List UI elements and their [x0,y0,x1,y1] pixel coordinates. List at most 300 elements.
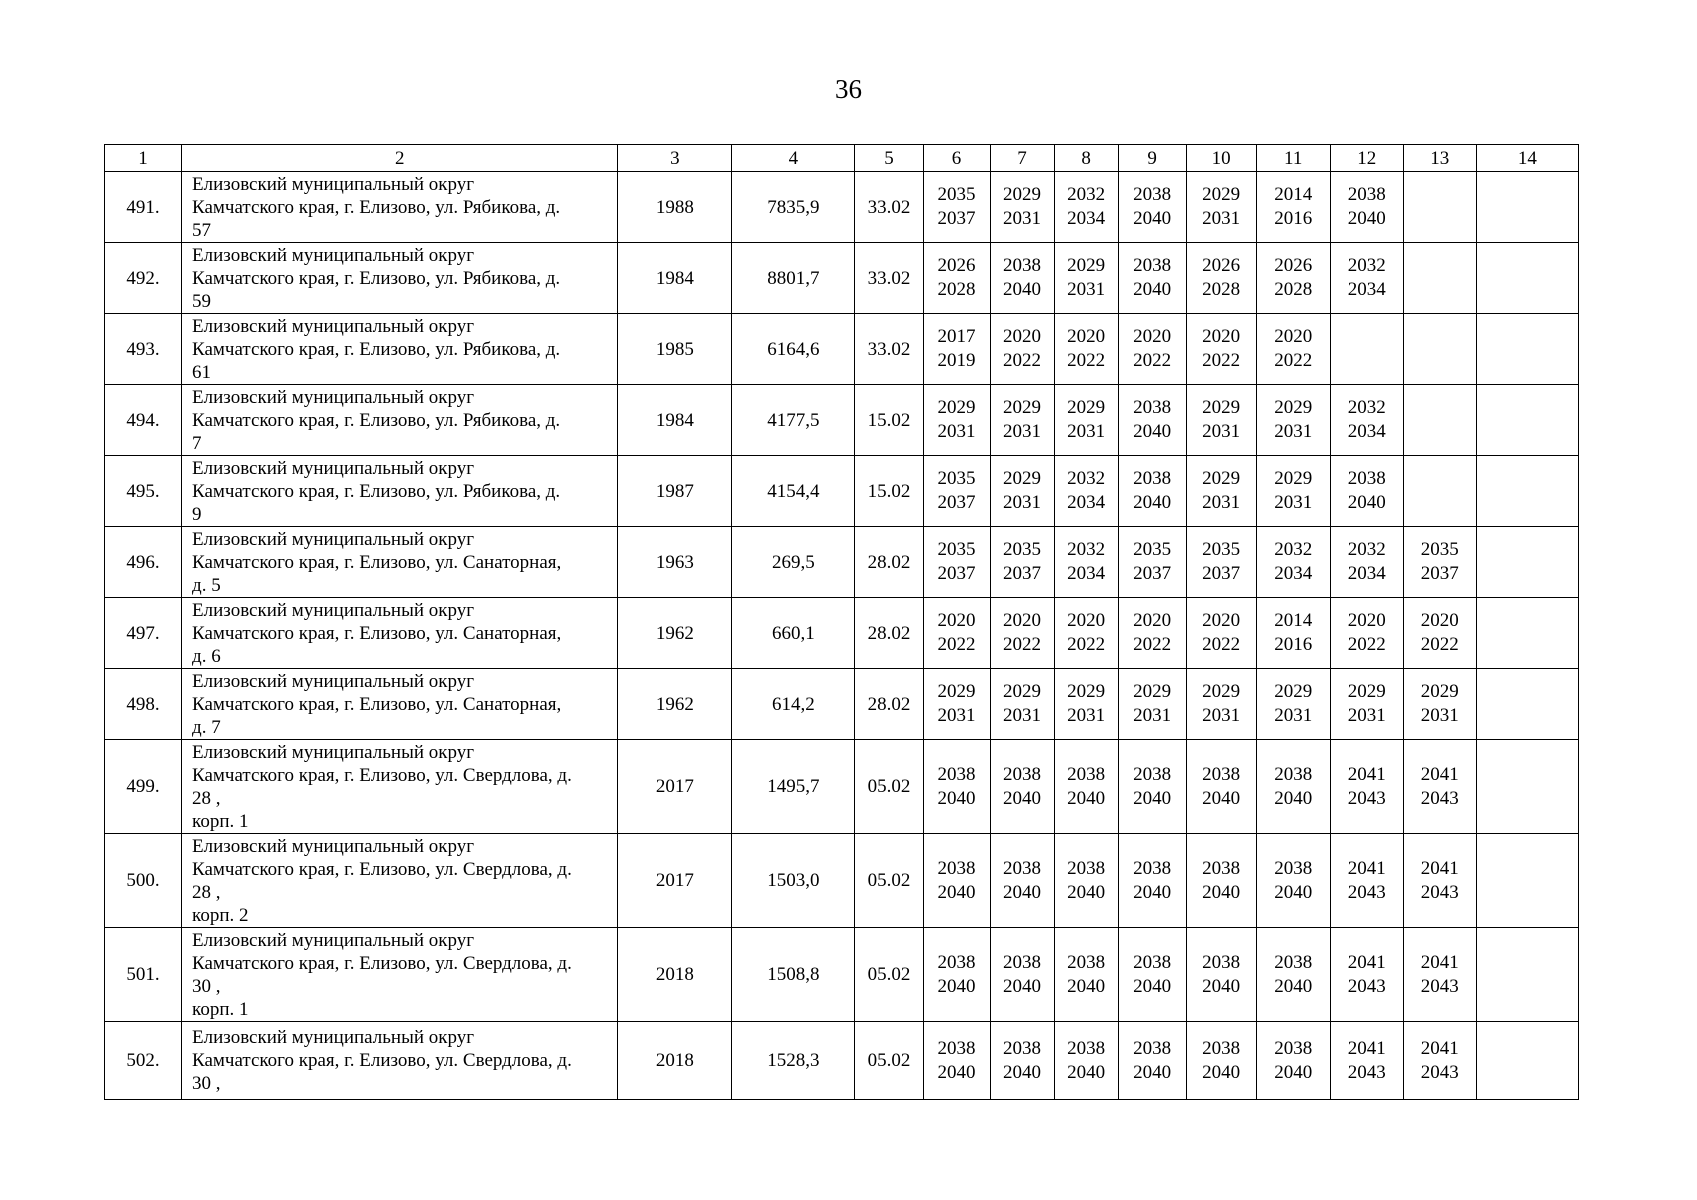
period-end: 2022 [1202,634,1241,655]
area-cell: 6164,6 [732,314,855,385]
area-cell: 660,1 [732,598,855,669]
address-line: Елизовский муниципальный округ [192,741,475,763]
period-cell [1330,834,1403,928]
period-end: 2040 [1133,279,1172,300]
period-end: 2034 [1347,279,1386,300]
period-end: 2040 [937,1061,976,1083]
period-cell [1054,1022,1118,1100]
period-start: 2035 [1003,539,1042,560]
period-cell [1330,385,1403,456]
period-end: 2031 [937,705,976,726]
row-number-cell: 494. [105,385,182,456]
table-row [105,598,1579,669]
period-cell [1330,314,1403,385]
period-start: 2029 [1202,681,1241,702]
period-end: 2040 [1202,787,1241,809]
period-start: 2020 [1274,326,1313,347]
period-start: 2038 [1003,255,1042,276]
period-cell [1403,314,1476,385]
period-end: 2040 [937,787,976,809]
period-cell [1403,834,1476,928]
period-cell [1118,1022,1186,1100]
period-start: 2029 [937,397,976,418]
year-cell: 2018 [618,928,732,1022]
period-start: 2038 [1067,951,1106,973]
period-start: 2038 [1067,763,1106,785]
period-end: 2031 [1003,421,1042,442]
period-cell [990,834,1054,928]
period-cell [1256,740,1330,834]
period-start: 2029 [1202,468,1241,489]
address-line: 30 , [192,975,221,997]
period-end: 2037 [1202,563,1241,584]
address-line: Камчатского края, г. Елизово, ул. Рябикова, д. [192,196,561,218]
period-end: 2037 [1420,563,1459,584]
period-cell [1118,669,1186,740]
area-cell: 1503,0 [732,834,855,928]
period-end: 2028 [1274,279,1313,300]
period-cell [1186,456,1256,527]
address-line: Камчатского края, г. Елизово, ул. Санаторная, [192,693,562,715]
code-cell: 28.02 [855,598,923,669]
period-cell [990,598,1054,669]
address-line: Камчатского края, г. Елизово, ул. Свердлова, д. [192,1050,572,1071]
period-cell [1118,172,1186,243]
period-start: 2038 [1274,951,1313,973]
address-line: д. 5 [192,574,221,596]
period-cell [1186,598,1256,669]
table-row [105,928,1579,1022]
period-cell [1054,527,1118,598]
period-cell [923,527,990,598]
table-row [105,172,1579,243]
period-end: 2043 [1420,975,1459,997]
address-line: корп. 1 [192,810,249,832]
period-end: 2022 [937,634,976,655]
period-cell [1118,385,1186,456]
year-cell: 1985 [618,314,732,385]
area-cell: 4177,5 [732,385,855,456]
period-cell [1403,740,1476,834]
period-cell [1118,928,1186,1022]
column-header: 3 [618,145,732,172]
period-cell [1118,314,1186,385]
period-end: 2031 [1202,705,1241,726]
period-start: 2029 [1202,184,1241,205]
period-cell [923,740,990,834]
period-cell [923,669,990,740]
period-end: 2040 [937,881,976,903]
row-number-cell: 498. [105,669,182,740]
period-start: 2038 [1067,1037,1106,1059]
table-row [105,527,1579,598]
address-line: Камчатского края, г. Елизово, ул. Свердлова, д. [192,952,572,974]
period-end: 2040 [1133,787,1172,809]
address-line: Камчатского края, г. Елизово, ул. Рябикова, д. [192,338,561,360]
period-end: 2040 [1274,881,1313,903]
period-cell [1256,456,1330,527]
period-end: 2031 [1202,208,1241,229]
address-cell [182,928,618,1022]
period-start: 2032 [1347,397,1386,418]
table-row [105,314,1579,385]
period-cell [1330,740,1403,834]
period-end: 2031 [1067,421,1106,442]
period-cell [1054,314,1118,385]
period-cell [1186,314,1256,385]
period-end: 2022 [1067,350,1106,371]
code-cell: 05.02 [855,740,923,834]
period-end: 2040 [1202,975,1241,997]
period-start: 2029 [1067,397,1106,418]
period-start: 2035 [1202,539,1241,560]
period-end: 2037 [1133,563,1172,584]
period-start: 2038 [1003,951,1042,973]
period-end: 2022 [1274,350,1313,371]
column-header: 6 [923,145,990,172]
period-start: 2020 [1202,610,1241,631]
period-end: 2043 [1347,975,1386,997]
period-cell [1330,928,1403,1022]
period-start: 2032 [1274,539,1313,560]
period-cell [1186,172,1256,243]
row-number-cell: 499. [105,740,182,834]
address-cell [182,385,618,456]
period-start: 2029 [1420,681,1459,702]
period-cell [1054,385,1118,456]
period-cell [990,527,1054,598]
code-cell: 15.02 [855,385,923,456]
period-start: 2038 [1003,1037,1042,1059]
address-line: Елизовский муниципальный округ [192,835,475,857]
period-start: 2020 [1003,326,1042,347]
column-header: 10 [1186,145,1256,172]
code-cell: 33.02 [855,172,923,243]
address-line: Елизовский муниципальный округ [192,173,475,195]
period-start: 2038 [1003,857,1042,879]
period-start: 2029 [1003,397,1042,418]
table-row [105,385,1579,456]
address-line: 9 [192,503,202,525]
period-end: 2040 [1133,881,1172,903]
period-end: 2031 [1003,492,1042,513]
period-start: 2026 [1274,255,1313,276]
period-end: 2037 [937,563,976,584]
address-cell [182,456,618,527]
period-start: 2029 [1067,255,1106,276]
period-end: 2040 [1003,787,1042,809]
period-start: 2029 [1274,397,1313,418]
row-number-cell: 501. [105,928,182,1022]
area-cell: 7835,9 [732,172,855,243]
area-cell: 1528,3 [732,1022,855,1100]
period-end: 2022 [1003,350,1042,371]
period-start: 2029 [1274,681,1313,702]
period-end: 2031 [1003,208,1042,229]
period-cell [1476,669,1578,740]
code-cell: 15.02 [855,456,923,527]
period-start: 2038 [1133,397,1172,418]
period-start: 2032 [1067,468,1106,489]
period-start: 2038 [1202,951,1241,973]
period-end: 2022 [1067,634,1106,655]
table-row [105,456,1579,527]
period-end: 2040 [1067,881,1106,903]
period-end: 2022 [1003,634,1042,655]
period-end: 2040 [1067,975,1106,997]
year-cell: 1962 [618,598,732,669]
address-line: Елизовский муниципальный округ [192,1027,475,1048]
row-number-cell: 491. [105,172,182,243]
period-cell [1256,385,1330,456]
period-cell [1403,1022,1476,1100]
period-cell [1476,243,1578,314]
row-number-cell: 497. [105,598,182,669]
table-row [105,669,1579,740]
period-end: 2037 [937,492,976,513]
period-start: 2041 [1347,857,1386,879]
row-number-cell: 495. [105,456,182,527]
address-line: Камчатского края, г. Елизово, ул. Санаторная, [192,622,562,644]
address-line: Елизовский муниципальный округ [192,670,475,692]
period-cell [1403,669,1476,740]
period-start: 2017 [937,326,976,347]
column-header: 2 [182,145,618,172]
period-start: 2032 [1347,255,1386,276]
period-cell [1476,456,1578,527]
period-cell [1330,1022,1403,1100]
period-cell [1256,669,1330,740]
year-cell: 2017 [618,740,732,834]
period-cell [1186,669,1256,740]
period-start: 2029 [1202,397,1241,418]
period-cell [923,314,990,385]
row-number-cell: 493. [105,314,182,385]
period-start: 2035 [937,184,976,205]
address-line: д. 6 [192,645,221,667]
period-start: 2038 [1003,763,1042,785]
address-line: Елизовский муниципальный округ [192,244,475,266]
period-end: 2040 [1003,279,1042,300]
period-cell [1476,1022,1578,1100]
address-line: Елизовский муниципальный округ [192,457,475,479]
period-start: 2014 [1274,610,1313,631]
area-cell: 1508,8 [732,928,855,1022]
period-cell [1403,456,1476,527]
period-start: 2020 [1067,326,1106,347]
page-number: 36 [835,74,862,104]
period-cell [1054,598,1118,669]
period-cell [1054,740,1118,834]
address-line: Елизовский муниципальный округ [192,599,475,621]
period-cell [923,385,990,456]
period-cell [923,1022,990,1100]
period-cell [923,598,990,669]
period-cell [1054,243,1118,314]
period-end: 2016 [1274,634,1313,655]
period-start: 2029 [1003,681,1042,702]
address-line: Камчатского края, г. Елизово, ул. Свердлова, д. [192,764,572,786]
period-end: 2040 [1067,787,1106,809]
period-cell [990,740,1054,834]
period-start: 2029 [1003,468,1042,489]
period-cell [923,456,990,527]
period-end: 2037 [1003,563,1042,584]
period-cell [990,314,1054,385]
period-cell [1256,314,1330,385]
period-cell [1476,834,1578,928]
period-cell [1476,314,1578,385]
address-cell [182,834,618,928]
period-start: 2041 [1420,763,1459,785]
period-end: 2040 [1347,208,1386,229]
period-end: 2031 [1067,705,1106,726]
period-cell [1476,928,1578,1022]
period-start: 2041 [1347,763,1386,785]
period-start: 2038 [1202,763,1241,785]
period-cell [1476,527,1578,598]
period-start: 2038 [1274,857,1313,879]
period-end: 2031 [1003,705,1042,726]
period-cell [1118,834,1186,928]
period-end: 2040 [937,975,976,997]
address-line: 61 [192,361,212,383]
period-end: 2040 [1003,881,1042,903]
row-number-cell: 492. [105,243,182,314]
year-cell: 2018 [618,1022,732,1100]
period-end: 2031 [1274,492,1313,513]
period-end: 2043 [1420,1061,1459,1083]
period-start: 2038 [1067,857,1106,879]
period-end: 2040 [1202,881,1241,903]
period-cell [1186,928,1256,1022]
column-header: 14 [1476,145,1578,172]
code-cell: 05.02 [855,1022,923,1100]
period-start: 2020 [1420,610,1459,631]
period-end: 2040 [1003,975,1042,997]
period-start: 2020 [1067,610,1106,631]
address-cell [182,598,618,669]
period-cell [1186,243,1256,314]
area-cell: 8801,7 [732,243,855,314]
period-start: 2029 [937,681,976,702]
period-end: 2022 [1420,634,1459,655]
period-end: 2040 [1274,975,1313,997]
period-cell [1256,928,1330,1022]
period-end: 2031 [1067,279,1106,300]
period-start: 2032 [1347,539,1386,560]
period-cell [1330,527,1403,598]
period-start: 2038 [1274,1037,1313,1059]
period-start: 2038 [1202,857,1241,879]
address-line: 59 [192,290,212,312]
period-start: 2038 [937,1037,976,1059]
column-header: 9 [1118,145,1186,172]
period-cell [1330,243,1403,314]
period-start: 2035 [1420,539,1459,560]
code-cell: 28.02 [855,527,923,598]
period-start: 2026 [1202,255,1241,276]
period-cell [990,669,1054,740]
period-end: 2040 [1274,787,1313,809]
period-end: 2022 [1347,634,1386,655]
period-end: 2034 [1067,563,1106,584]
period-start: 2029 [1003,184,1042,205]
period-start: 2038 [1133,184,1172,205]
period-end: 2040 [1133,492,1172,513]
period-end: 2034 [1274,563,1313,584]
period-start: 2041 [1420,857,1459,879]
address-cell [182,1022,618,1100]
period-start: 2014 [1274,184,1313,205]
period-cell [1403,385,1476,456]
address-line: 28 , [192,787,221,809]
address-cell [182,314,618,385]
period-cell [1186,527,1256,598]
period-cell [1256,834,1330,928]
period-start: 2029 [1067,681,1106,702]
address-cell [182,669,618,740]
period-end: 2034 [1347,563,1386,584]
period-start: 2029 [1274,468,1313,489]
period-start: 2035 [1133,539,1172,560]
period-cell [1403,928,1476,1022]
period-start: 2029 [1347,681,1386,702]
address-line: Камчатского края, г. Елизово, ул. Рябикова, д. [192,267,561,289]
code-cell: 05.02 [855,834,923,928]
period-start: 2041 [1347,1037,1386,1059]
period-cell [1256,598,1330,669]
period-end: 2019 [937,350,976,371]
period-cell [1054,456,1118,527]
address-cell [182,740,618,834]
period-end: 2040 [1347,492,1386,513]
period-start: 2020 [1133,326,1172,347]
period-start: 2041 [1420,951,1459,973]
period-end: 2040 [1067,1061,1106,1083]
area-cell: 269,5 [732,527,855,598]
row-number-cell: 502. [105,1022,182,1100]
period-end: 2040 [1133,975,1172,997]
period-cell [1054,669,1118,740]
period-cell [1403,172,1476,243]
period-end: 2031 [1274,705,1313,726]
period-end: 2034 [1067,208,1106,229]
period-start: 2026 [937,255,976,276]
table-row [105,243,1579,314]
period-cell [923,172,990,243]
period-end: 2040 [1133,421,1172,442]
period-end: 2043 [1420,787,1459,809]
column-header: 5 [855,145,923,172]
period-start: 2032 [1067,184,1106,205]
table-row [105,740,1579,834]
code-cell: 28.02 [855,669,923,740]
period-cell [923,243,990,314]
period-end: 2016 [1274,208,1313,229]
period-end: 2040 [1133,208,1172,229]
address-line: 7 [192,432,202,454]
period-end: 2043 [1347,787,1386,809]
table-row [105,834,1579,928]
period-cell [1476,740,1578,834]
column-header: 1 [105,145,182,172]
period-start: 2038 [1202,1037,1241,1059]
period-cell [1054,172,1118,243]
column-header: 11 [1256,145,1330,172]
period-cell [1054,834,1118,928]
period-start: 2029 [1133,681,1172,702]
